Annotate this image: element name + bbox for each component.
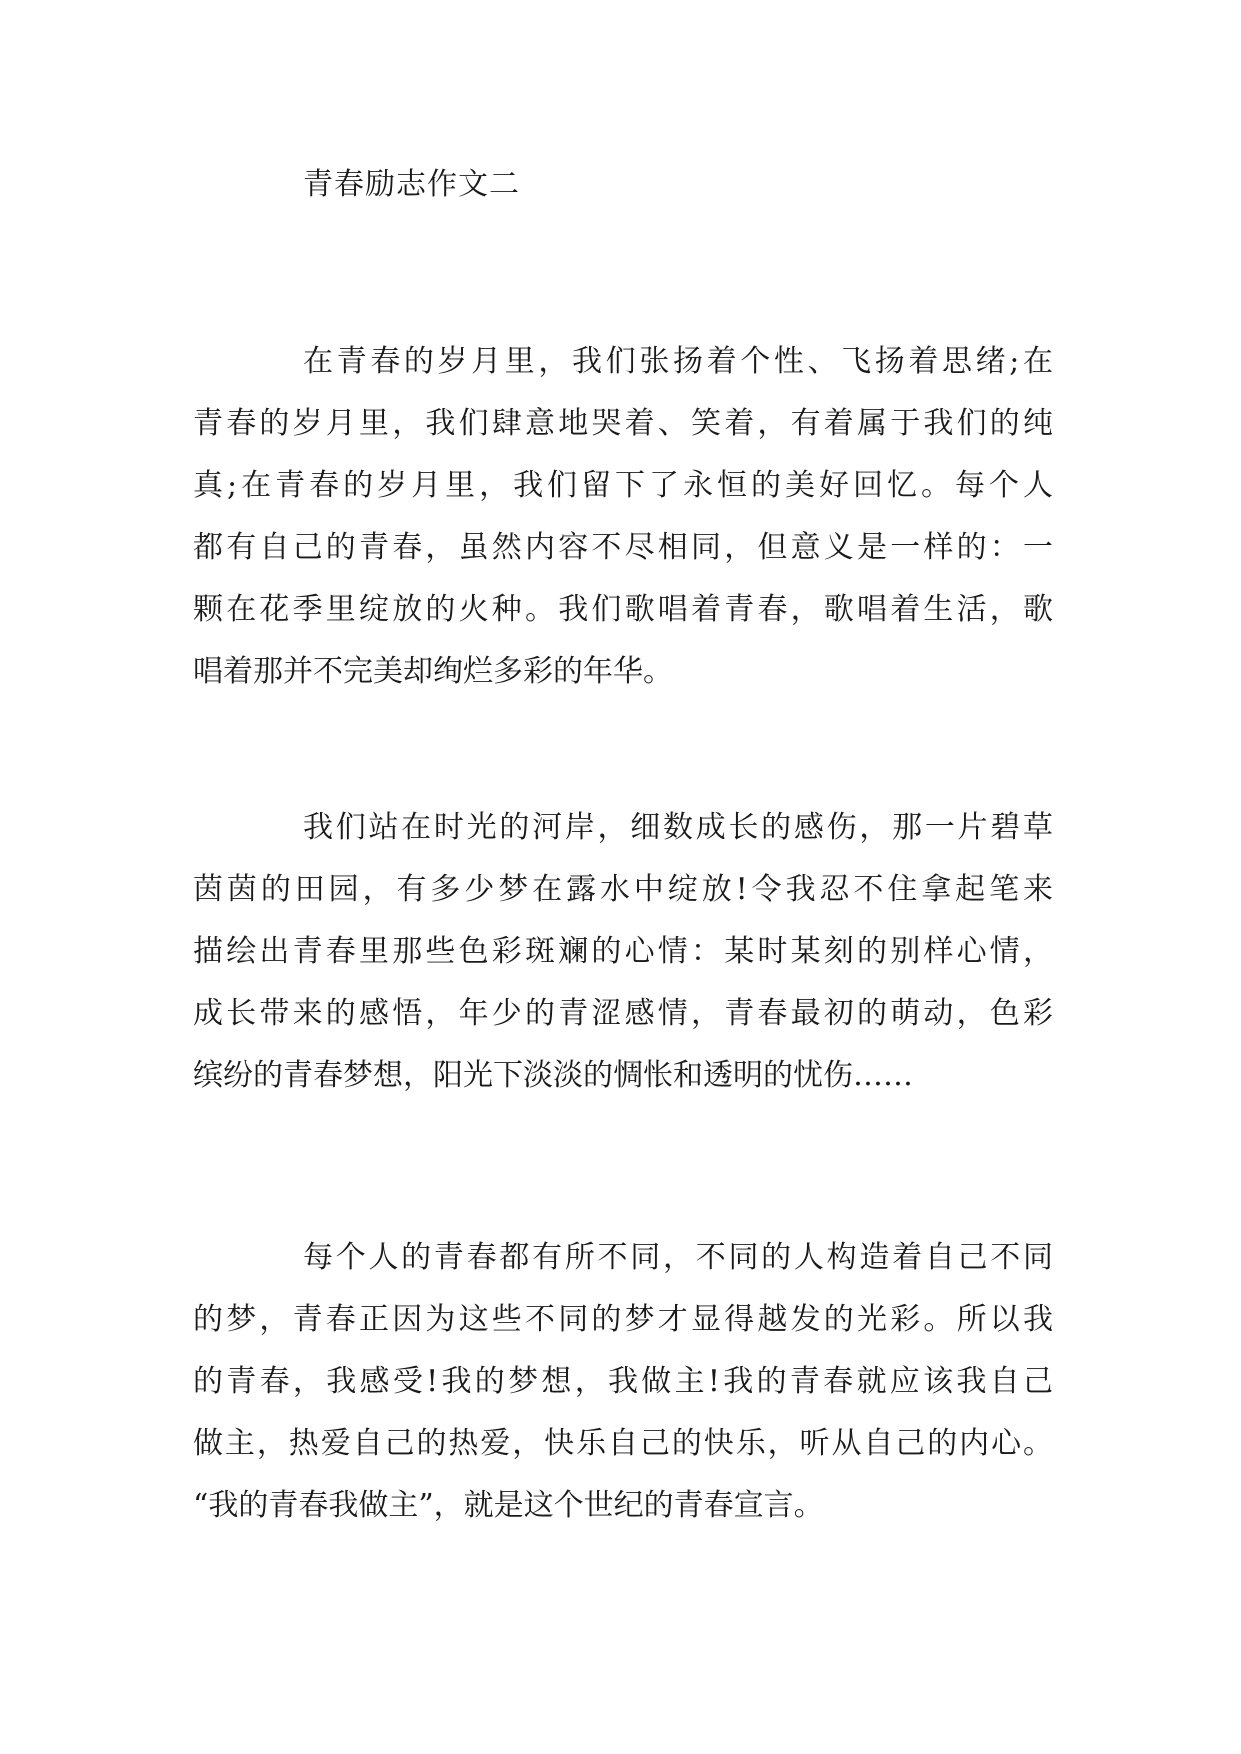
paragraph-line: “我的青春我做主”，就是这个世纪的青春宣言。 bbox=[193, 1488, 824, 1523]
paragraph-1 bbox=[193, 331, 1053, 703]
paragraph-3 bbox=[193, 1227, 1053, 1537]
paragraph-line: 缤纷的青春梦想，阳光下淡淡的惆怅和透明的忧伤…… bbox=[193, 1058, 913, 1093]
paragraph-line: 在青春的岁月里，我们张扬着个性、飞扬着思绪;在 bbox=[303, 344, 1053, 379]
document-title: 青春励志作文二 bbox=[303, 167, 520, 202]
paragraph-line: 茵茵的田园，有多少梦在露水中绽放!令我忍不住拿起笔来 bbox=[193, 872, 1053, 907]
paragraph-line: 青春的岁月里，我们肆意地哭着、笑着，有着属于我们的纯 bbox=[193, 406, 1053, 441]
paragraph-line: 颗在花季里绽放的火种。我们歌唱着青春，歌唱着生活，歌 bbox=[193, 592, 1053, 627]
paragraph-line: 的梦，青春正因为这些不同的梦才显得越发的光彩。所以我 bbox=[193, 1302, 1053, 1337]
paragraph-line: 成长带来的感悟，年少的青涩感情，青春最初的萌动，色彩 bbox=[193, 996, 1053, 1031]
paragraph-line: 做主，热爱自己的热爱，快乐自己的快乐，听从自己的内心。 bbox=[193, 1426, 1053, 1461]
paragraph-line: 唱着那并不完美却绚烂多彩的年华。 bbox=[193, 654, 673, 689]
paragraph-line: 都有自己的青春，虽然内容不尽相同，但意义是一样的：一 bbox=[193, 530, 1053, 565]
paragraph-line: 每个人的青春都有所不同，不同的人构造着自己不同 bbox=[303, 1240, 1053, 1275]
paragraph-line: 我们站在时光的河岸，细数成长的感伤，那一片碧草 bbox=[303, 810, 1053, 845]
paragraph-line: 描绘出青春里那些色彩斑斓的心情：某时某刻的别样心情， bbox=[193, 934, 1053, 969]
paragraph-2 bbox=[193, 797, 1053, 1107]
paragraph-line: 的青春，我感受!我的梦想，我做主!我的青春就应该我自己 bbox=[193, 1364, 1053, 1399]
paragraph-line: 真;在青春的岁月里，我们留下了永恒的美好回忆。每个人 bbox=[193, 468, 1053, 503]
